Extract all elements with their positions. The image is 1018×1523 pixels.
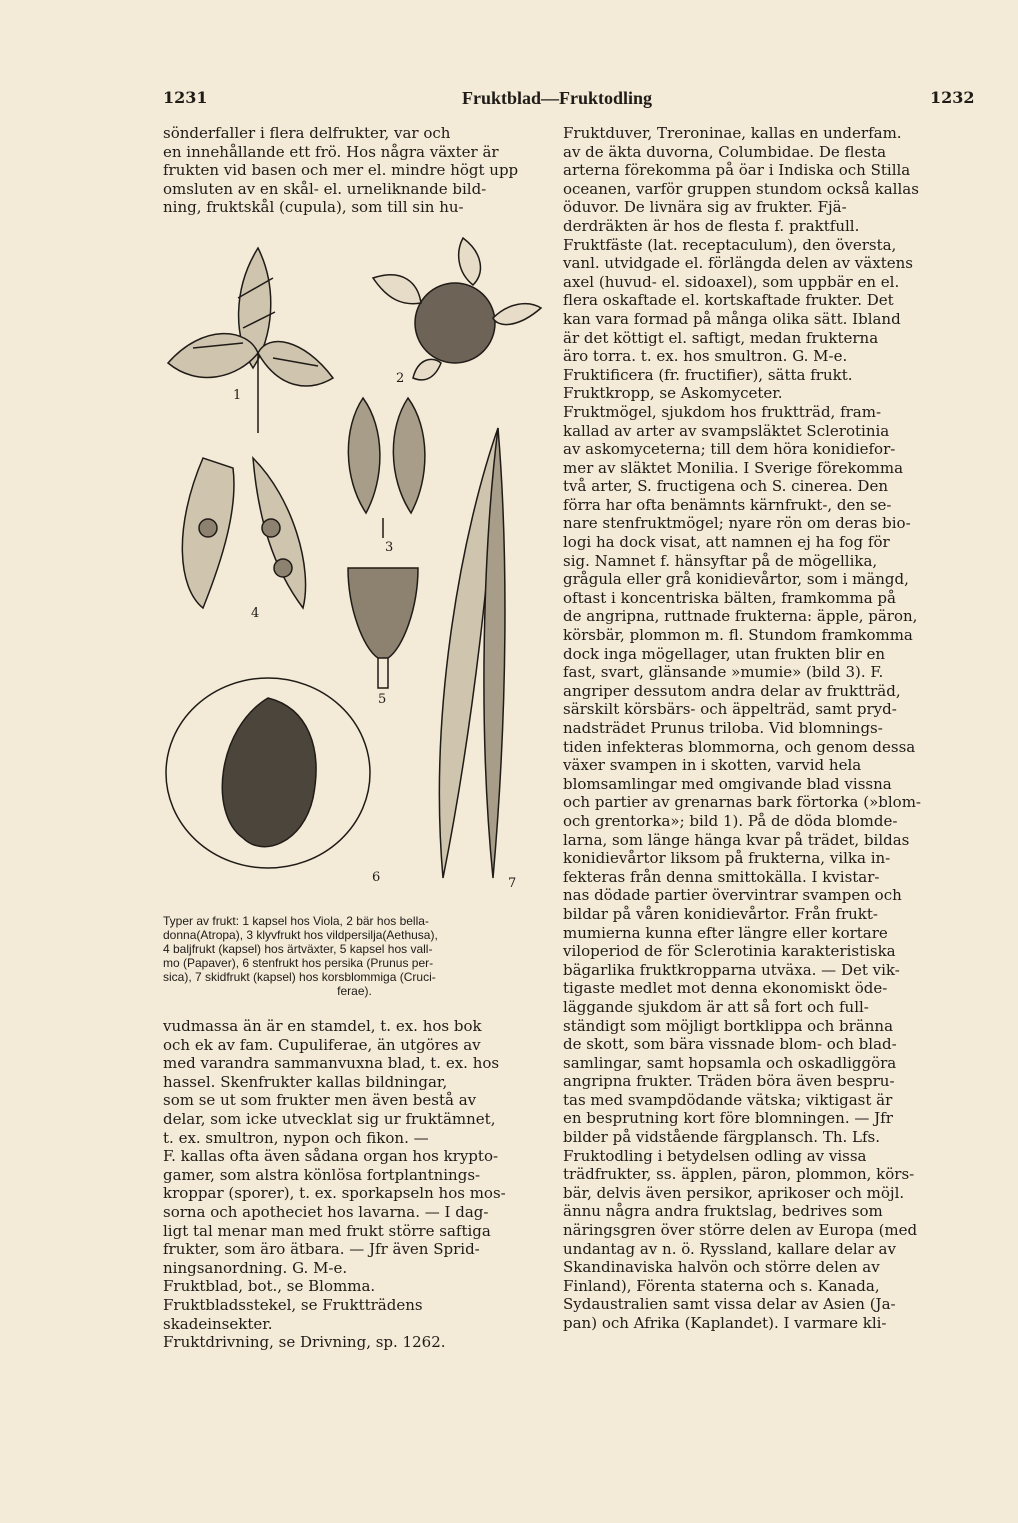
text-line: och partier av grenarnas bark förtorka (»blom- bbox=[563, 793, 922, 812]
text-line: fekteras från denna smittokälla. I kvistar- bbox=[563, 867, 880, 886]
text-line: mer av släktet Monilia. I Sverige förekomma bbox=[563, 458, 904, 477]
figure-label: 6 bbox=[372, 870, 381, 885]
text-line: blomsamlingar med omgivande blad vissna bbox=[563, 774, 892, 793]
text-line: Fruktblad, bot., se Blomma. bbox=[163, 1277, 376, 1296]
text-line: nare stenfruktmögel; nyare rön om deras bio- bbox=[563, 514, 911, 533]
text-line: samlingar, samt hopsamla och oskadliggöra bbox=[563, 1053, 897, 1072]
figure-label: 5 bbox=[378, 692, 387, 707]
text-line: körsbär, plommon m. fl. Stundom framkomma bbox=[563, 626, 913, 645]
text-line: som se ut som frukter men även bestå av bbox=[163, 1091, 477, 1110]
text-line: fast, svart, glänsande »mumie» (bild 3). F. bbox=[563, 663, 884, 682]
text-line: av askomyceterna; till dem höra konidiefor- bbox=[563, 440, 896, 459]
caption-line: sica), 7 skidfrukt (kapsel) hos korsblommiga (Cruci- bbox=[163, 970, 436, 984]
text-line: äro torra. t. ex. hos smultron. G. M-e. bbox=[563, 347, 848, 366]
text-line: kroppar (sporer), t. ex. sporkapseln hos mos- bbox=[163, 1184, 506, 1203]
text-line: Fruktodling i betydelsen odling av vissa bbox=[563, 1146, 867, 1165]
text-line: angripna frukter. Träden böra även bespru- bbox=[563, 1072, 895, 1091]
text-line: flera oskaftade el. kortskaftade frukter. Det bbox=[563, 291, 894, 310]
text-line: skadeinsekter. bbox=[163, 1314, 273, 1333]
text-line: bär, delvis även persikor, aprikoser och möjl. bbox=[563, 1183, 905, 1202]
text-line: tas med svampdödande vätska; viktigast är bbox=[563, 1090, 893, 1109]
figure-label: 7 bbox=[508, 876, 517, 891]
text-line: grågula eller grå konidievårtor, som i mängd, bbox=[563, 570, 909, 589]
text-line: axel (huvud- el. sidoaxel), som uppbär en el. bbox=[563, 272, 900, 291]
text-line: Fruktduver, Treroninae, kallas en underfam. bbox=[563, 124, 902, 142]
text-line: Fruktkropp, se Askomyceter. bbox=[563, 384, 783, 403]
text-line: ningsanordning. G. M-e. bbox=[163, 1258, 348, 1277]
text-line: tiden infekteras blommorna, och genom dessa bbox=[563, 737, 916, 756]
left-column-bottom bbox=[163, 1017, 546, 1352]
text-line: öduvor. De livnära sig av frukter. Fjä- bbox=[563, 198, 847, 217]
text-line: delar, som icke utvecklat sig ur fruktämnet, bbox=[163, 1109, 496, 1128]
text-line: bildar på våren konidievårtor. Från frukt- bbox=[563, 904, 878, 923]
caption-line: 4 baljfrukt (kapsel) hos ärtväxter, 5 kapsel hos vall- bbox=[163, 942, 433, 956]
text-line: kan vara formad på många olika sätt. Ibland bbox=[563, 309, 901, 328]
text-line: sönderfaller i flera delfrukter, var och bbox=[163, 124, 451, 142]
text-line: Fruktdrivning, se Drivning, sp. 1262. bbox=[163, 1333, 446, 1352]
text-line: nas dödade partier övervintrar svampen och bbox=[563, 886, 902, 905]
text-line: Sydaustralien samt vissa delar av Asien (Ja- bbox=[563, 1295, 896, 1314]
text-line: av de äkta duvorna, Columbidae. De flesta bbox=[563, 142, 887, 161]
text-line: vanl. utvidgade el. förlängda delen av växtens bbox=[563, 254, 913, 273]
text-line: Fruktbladsstekel, se Fruktträdens bbox=[163, 1295, 423, 1314]
figure-label: 4 bbox=[251, 606, 260, 621]
text-line: trädfrukter, ss. äpplen, päron, plommon, körs- bbox=[563, 1165, 915, 1184]
text-line: dock inga mögellager, utan frukten blir en bbox=[563, 644, 886, 663]
right-column bbox=[563, 124, 968, 1333]
text-line: är det köttigt el. saftigt, medan frukterna bbox=[563, 328, 879, 347]
text-line: de angripna, ruttnade frukterna: äpple, päron, bbox=[563, 607, 918, 626]
fruit-engravings bbox=[163, 228, 546, 908]
figure-caption bbox=[163, 914, 546, 998]
left-column-top bbox=[163, 124, 546, 217]
text-line: Skandinaviska halvön och större delen av bbox=[563, 1258, 880, 1277]
text-line: Fruktfäste (lat. receptaculum), den översta, bbox=[563, 235, 897, 254]
text-line: sorna och apotheciet hos lavarna. — I dag- bbox=[163, 1202, 489, 1221]
text-line: ännu några andra fruktslag, bedrives som bbox=[563, 1202, 883, 1221]
text-line: två arter, S. fructigena och S. cinerea. Den bbox=[563, 477, 888, 496]
text-line: undantag av n. ö. Ryssland, kallare delar av bbox=[563, 1239, 896, 1258]
text-line: t. ex. smultron, nypon och fikon. — bbox=[163, 1128, 429, 1147]
text-line: vudmassa än är en stamdel, t. ex. hos bok bbox=[163, 1017, 482, 1035]
text-line: arterna förekomma på öar i Indiska och Stilla bbox=[563, 161, 911, 180]
text-line: och ek av fam. Cupuliferae, än utgöres av bbox=[163, 1035, 481, 1054]
text-line: oftast i koncentriska bälten, framkomma på bbox=[563, 588, 896, 607]
text-line: och grentorka»; bild 1). På de döda blomde- bbox=[563, 811, 898, 830]
text-line: läggande sjukdom är att så fort och full- bbox=[563, 997, 869, 1016]
text-line: bilder på vidstående färgplansch. Th. Lfs. bbox=[563, 1128, 880, 1147]
text-line: F. kallas ofta även sådana organ hos krypto- bbox=[163, 1147, 499, 1166]
text-line: de skott, som bära vissnade blom- och blad- bbox=[563, 1035, 897, 1054]
text-line: logi ha dock visat, att namnen ej ha fog för bbox=[563, 533, 890, 552]
text-line: derdräkten är hos de flesta f. praktfull. bbox=[563, 216, 860, 235]
figure-label: 1 bbox=[233, 388, 242, 403]
figure-label: 2 bbox=[396, 371, 405, 386]
right-page-number: 1232 bbox=[930, 88, 975, 107]
text-line: växer svampen in i skotten, varvid hela bbox=[563, 756, 862, 775]
text-line: nadsträdet Prunus triloba. Vid blomnings- bbox=[563, 719, 883, 737]
text-line: tigaste medlet mot denna ekonomiskt öde- bbox=[563, 979, 888, 998]
text-line: sig. Namnet f. hänsyftar på de mögellika, bbox=[563, 551, 878, 570]
text-line: Fruktmögel, sjukdom hos fruktträd, fram- bbox=[563, 402, 882, 421]
fruit-types-illustration bbox=[163, 228, 546, 908]
caption-line: Typer av frukt: 1 kapsel hos Viola, 2 bär hos bella- bbox=[163, 914, 429, 928]
text-line: särskilt körsbärs- och äppelträd, samt pryd- bbox=[563, 700, 897, 719]
text-line: med varandra sammanvuxna blad, t. ex. hos bbox=[163, 1054, 500, 1073]
text-line: Finland), Förenta staterna och s. Kanada, bbox=[563, 1276, 880, 1295]
text-line: Fruktificera (fr. fructifier), sätta frukt. bbox=[563, 365, 853, 384]
text-line: ständigt som möjligt bortklippa och bränna bbox=[563, 1016, 894, 1035]
text-line: mumierna kunna efter längre eller kortare bbox=[563, 923, 888, 942]
text-line: gamer, som alstra könlösa fortplantnings- bbox=[163, 1165, 481, 1184]
text-line: näringsgren över större delen av Europa (med bbox=[563, 1221, 918, 1240]
text-line: ligt tal menar man med frukt större saftiga bbox=[163, 1221, 491, 1240]
text-line: bägarlika fruktkropparna utväxa. — Det vik- bbox=[563, 960, 900, 979]
caption-line: ferae). bbox=[337, 984, 372, 998]
left-page-number: 1231 bbox=[163, 88, 208, 107]
caption-line: donna(Atropa), 3 klyvfrukt hos vildpersilja(Aethusa), bbox=[163, 928, 438, 942]
text-line: viloperiod de för Sclerotinia karakteristiska bbox=[563, 942, 896, 961]
text-line: kallad av arter av svampsläktet Sclerotinia bbox=[563, 421, 890, 440]
text-line: en besprutning kort före blomningen. — Jfr bbox=[563, 1109, 893, 1128]
text-line: frukten vid basen och mer el. mindre högt upp bbox=[163, 161, 519, 180]
text-line: ning, fruktskål (cupula), som till sin hu- bbox=[163, 198, 464, 217]
text-line: konidievårtor liksom på frukterna, vilka in- bbox=[563, 849, 891, 868]
running-title: Fruktblad—Fruktodling bbox=[462, 88, 653, 108]
caption-line: mo (Papaver), 6 stenfrukt hos persika (Prunus per- bbox=[163, 956, 434, 970]
text-line: hassel. Skenfrukter kallas bildningar, bbox=[163, 1072, 448, 1091]
text-line: oceanen, varför gruppen stundom också kallas bbox=[563, 179, 919, 198]
text-line: omsluten av en skål- el. urneliknande bild- bbox=[163, 179, 487, 198]
text-line: frukter, som äro ätbara. — Jfr även Sprid- bbox=[163, 1240, 480, 1259]
text-line: larna, som länge hänga kvar på trädet, bildas bbox=[563, 830, 910, 849]
text-line: en innehållande ett frö. Hos några växter är bbox=[163, 142, 499, 161]
text-line: pan) och Afrika (Kaplandet). I varmare kli- bbox=[563, 1314, 887, 1332]
figure-label: 3 bbox=[385, 540, 394, 555]
text-line: angriper dessutom andra delar av fruktträd, bbox=[563, 681, 901, 700]
text-line: förra har ofta benämnts kärnfrukt-, den se- bbox=[563, 495, 892, 514]
